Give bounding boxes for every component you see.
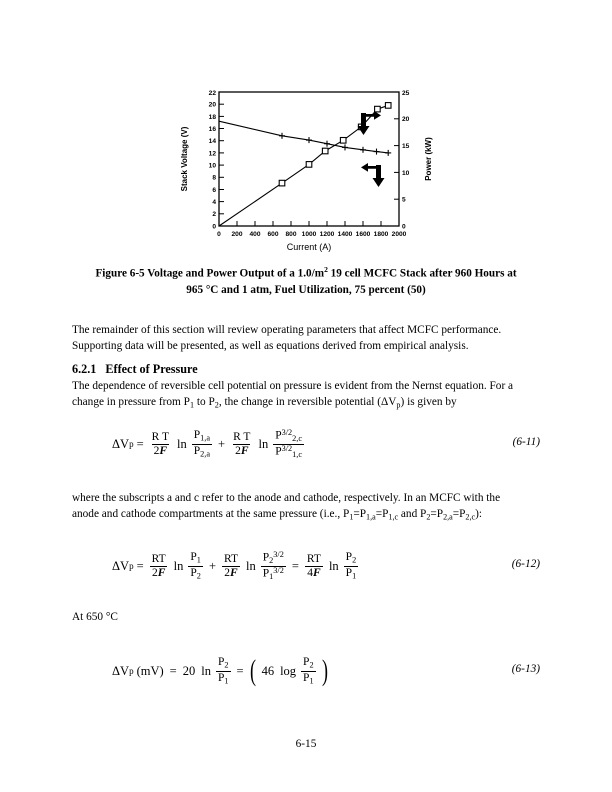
- eq11-t2-ratio-num-sup: 3/2: [281, 427, 293, 437]
- eq12-t3-ratio-den-sub: 1: [352, 570, 357, 580]
- subscript-p2: 2: [214, 400, 219, 410]
- svg-text:1400: 1400: [337, 231, 353, 238]
- eq12-t3-numerator: RT: [306, 553, 321, 566]
- svg-text:600: 600: [267, 231, 279, 238]
- p3-seg-d: and P: [398, 507, 427, 520]
- equation-6-12-row: [72, 546, 540, 586]
- voltage-power-chart: [167, 78, 445, 258]
- eq12-t2-ratio-num: [261, 551, 286, 566]
- svg-text:14: 14: [208, 138, 216, 146]
- eq12-t1-ratio-den-p: P: [190, 566, 197, 579]
- p3-seg-e: =P: [430, 507, 444, 520]
- eq11-t2-faraday: F: [240, 444, 249, 457]
- eq11-t2-ratio-den-sup: 3/2: [281, 443, 293, 453]
- eq13-r1-den: [216, 671, 231, 686]
- y2-axis-title: Power (kW): [424, 137, 433, 181]
- p3-seg-g: ):: [475, 507, 483, 520]
- svg-text:0: 0: [402, 223, 406, 231]
- eq11-t1-ratio-den: [192, 444, 212, 459]
- paragraph-nernst-line2c: , the change in reversible potential (ΔV: [218, 395, 397, 408]
- x-axis-labels: [217, 231, 407, 238]
- svg-text:5: 5: [402, 196, 406, 204]
- eq12-t3-faraday: F: [312, 566, 321, 579]
- p3-seg-b: =P: [353, 507, 367, 520]
- p3-sub-2c: 2,c: [465, 512, 476, 522]
- svg-text:10: 10: [402, 169, 410, 177]
- eq13-unit: (mV): [136, 663, 164, 678]
- eq11-equals: =: [136, 436, 144, 451]
- svg-text:8: 8: [212, 174, 216, 182]
- eq12-t3-ratio-num-sub: 2: [352, 555, 357, 565]
- eq12-t1-den-num: 2: [151, 566, 158, 579]
- eq13-coefficient-1: 20: [182, 663, 196, 678]
- x-axis-title: Current (A): [286, 242, 332, 252]
- svg-text:200: 200: [231, 231, 243, 238]
- eq11-term2-coefficient: [231, 431, 252, 457]
- subscript-vp: p: [396, 400, 401, 410]
- eq12-ln2: ln: [246, 558, 256, 573]
- eq11-ln2: ln: [258, 436, 269, 451]
- eq13-r2-den: [301, 671, 316, 686]
- eq11-t1-faraday: F: [159, 444, 168, 457]
- eq11-plus: +: [218, 436, 226, 451]
- svg-text:6: 6: [212, 186, 216, 194]
- eq12-t1-ratio-num-sub: 1: [196, 555, 201, 565]
- p3-sub-2a: 2,a: [443, 512, 453, 522]
- svg-text:1200: 1200: [319, 231, 335, 238]
- eq12-plus: +: [208, 558, 216, 573]
- eq13-r2-num-sub: 2: [309, 660, 314, 670]
- eq11-term2-ratio: [273, 429, 304, 459]
- p3-sub-2: 2: [426, 512, 431, 522]
- eq11-t2-ratio-den-p: P: [275, 444, 282, 457]
- eq13-lhs: ΔV: [112, 663, 130, 678]
- eq12-t1-faraday: F: [157, 566, 166, 579]
- eq12-t1-denominator: [150, 566, 167, 579]
- eq11-t1-ratio-num: [192, 429, 212, 443]
- eq12-t3-ratio-den-p: P: [345, 566, 353, 579]
- right-axis-labels: [402, 90, 410, 231]
- eq12-term2-ratio: [261, 551, 286, 581]
- svg-text:1800: 1800: [373, 231, 389, 238]
- eq13-ln: ln: [201, 663, 211, 678]
- equation-6-11-number: (6-11): [512, 436, 540, 448]
- eq13-coefficient-2: 46: [261, 663, 275, 678]
- eq12-t1-numerator: RT: [151, 553, 166, 566]
- eq11-t2-den-num: 2: [235, 444, 241, 457]
- caption-superscript: 2: [324, 265, 328, 274]
- eq11-t1-numerator: R T: [151, 431, 170, 444]
- eq11-term1-ratio: [192, 429, 212, 459]
- svg-text:2000: 2000: [391, 231, 407, 238]
- y-axis-title: Stack Voltage (V): [180, 126, 189, 192]
- eq11-ln1: ln: [177, 436, 187, 451]
- eq12-t3-denominator: [305, 566, 322, 579]
- eq11-lhs-sub: p: [129, 439, 134, 449]
- paragraph-subscripts-line1: where the subscripts a and c refer to the anode and cathode, respectively. In an MCFC with the: [72, 492, 501, 504]
- svg-text:16: 16: [208, 125, 216, 133]
- eq13-ratio-2: [301, 656, 316, 686]
- svg-text:18: 18: [208, 113, 216, 121]
- equation-6-13-row: [72, 651, 540, 691]
- plot-frame: [219, 92, 399, 226]
- svg-text:20: 20: [402, 116, 410, 124]
- eq13-r1-num-sub: 2: [224, 660, 229, 670]
- equation-6-13-number: (6-13): [511, 663, 540, 675]
- eq13-r2-den-sub: 1: [309, 675, 314, 685]
- paragraph-nernst-line2d: ) is given by: [400, 395, 457, 408]
- equation-6-12: [112, 546, 361, 586]
- eq12-t2-ratio-den-sub: 1: [269, 571, 274, 581]
- eq11-t2-numerator: R T: [233, 431, 251, 444]
- eq13-equals: =: [169, 663, 177, 678]
- section-title: Effect of Pressure: [105, 362, 198, 376]
- right-axis-ticks: [394, 92, 399, 226]
- voltage-curve-arrow: [361, 163, 385, 187]
- eq12-t1-ratio-den: [188, 566, 203, 581]
- svg-text:0: 0: [212, 223, 216, 231]
- x-axis-ticks: [219, 221, 399, 226]
- paragraph-temperature: At 650 °C: [72, 611, 118, 623]
- eq11-t1-ratio-num-p: P: [193, 429, 201, 442]
- eq13-equals2: =: [236, 663, 244, 678]
- eq13-paren-open: (: [249, 653, 256, 687]
- eq12-lhs-sub: p: [129, 561, 134, 571]
- eq13-r1-num: [216, 656, 231, 670]
- eq12-equals2: =: [291, 558, 299, 573]
- paragraph-nernst-line2b: to P: [194, 395, 215, 408]
- svg-text:0: 0: [217, 231, 221, 238]
- eq12-ln1: ln: [173, 558, 184, 573]
- eq12-t2-ratio-num-p: P: [262, 551, 270, 564]
- eq12-t2-den-num: 2: [224, 566, 231, 579]
- eq13-r1-den-sub: 1: [224, 675, 229, 685]
- p3-seg-f: =P: [452, 507, 466, 520]
- eq12-t2-ratio-num-sub: 2: [269, 555, 274, 565]
- eq12-term1-coefficient: [150, 553, 168, 579]
- eq11-t2-denominator: [233, 444, 250, 457]
- power-curve-arrow: [358, 111, 382, 135]
- eq11-t2-ratio-num-sub: 2,c: [292, 433, 303, 443]
- equation-6-12-number: (6-12): [511, 558, 540, 570]
- eq12-t1-ratio-den-sub: 2: [196, 570, 201, 580]
- eq12-t1-ratio-num-p: P: [190, 551, 197, 564]
- eq12-t2-ratio-den-p: P: [262, 566, 270, 579]
- eq13-r2-den-p: P: [303, 671, 310, 684]
- eq11-term1-coefficient: [150, 431, 171, 457]
- svg-text:400: 400: [249, 231, 261, 238]
- caption-line1-prefix: Figure 6-5 Voltage and Power Output of a 1.0/m: [95, 267, 325, 280]
- eq12-t2-ratio-num-sup: 3/2: [273, 549, 284, 559]
- paragraph-nernst-line1: The dependence of reversible cell potential on pressure is evident from the Nernst equation. For a: [72, 380, 514, 392]
- svg-text:25: 25: [402, 89, 410, 97]
- eq11-t1-ratio-num-sub: 1,a: [200, 433, 211, 443]
- eq11-t2-ratio-num-p: P: [275, 429, 282, 442]
- eq12-t2-ratio-den-sup: 3/2: [273, 565, 284, 575]
- eq13-paren-close: ): [321, 653, 328, 687]
- equation-6-11-row: [72, 424, 540, 464]
- p3-sub-1: 1: [349, 512, 354, 522]
- eq11-lhs: ΔV: [112, 436, 130, 451]
- eq12-ln3: ln: [328, 558, 339, 573]
- svg-text:10: 10: [208, 162, 216, 170]
- eq11-t1-denominator: [152, 444, 169, 457]
- equation-6-13: [112, 651, 331, 691]
- page-footer: 6-15: [295, 738, 317, 750]
- eq11-t2-ratio-den: [273, 444, 304, 460]
- eq12-equals: =: [136, 558, 144, 573]
- eq12-term3-coefficient: [305, 553, 323, 579]
- caption-line1-suffix: 19 cell MCFC Stack after 960 Hours at: [327, 267, 517, 280]
- eq11-t1-ratio-den-p: P: [193, 444, 201, 457]
- svg-text:1600: 1600: [355, 231, 371, 238]
- svg-text:800: 800: [285, 231, 297, 238]
- eq12-t2-numerator: RT: [224, 553, 239, 566]
- eq12-t2-faraday: F: [230, 566, 238, 579]
- paragraph-subscripts-line2a: anode and cathode compartments at the same pressure (i.e., P: [72, 507, 350, 520]
- paragraph-intro-line1: The remainder of this section will review operating parameters that affect MCFC performance.: [72, 324, 502, 336]
- p3-seg-c: =P: [375, 507, 389, 520]
- voltage-series-markers: [279, 133, 391, 156]
- eq13-r1-num-p: P: [217, 656, 225, 669]
- eq13-lhs-sub: p: [129, 666, 134, 676]
- p3-sub-1c: 1,c: [388, 512, 399, 522]
- eq12-lhs: ΔV: [112, 558, 130, 573]
- svg-text:15: 15: [402, 143, 410, 150]
- eq12-t3-ratio-num-p: P: [345, 551, 353, 564]
- figure-6-5: [0, 78, 612, 263]
- left-axis-labels: [209, 90, 217, 231]
- section-heading-621: [72, 362, 540, 377]
- paragraph-nernst: [72, 379, 540, 413]
- svg-text:12: 12: [208, 150, 216, 158]
- eq13-ratio-1: [216, 656, 231, 686]
- eq12-t2-ratio-den: [261, 566, 286, 582]
- eq11-t1-ratio-den-sub: 2,a: [200, 448, 211, 458]
- eq11-t2-ratio-num: [273, 429, 304, 444]
- svg-text:4: 4: [212, 199, 216, 206]
- caption-line2: 965 °C and 1 atm, Fuel Utilization, 75 percent (50): [186, 284, 426, 297]
- eq13-r2-num-p: P: [303, 656, 310, 669]
- section-number: 6.2.1: [72, 362, 97, 376]
- equation-6-11: [112, 424, 307, 464]
- eq13-r1-den-p: P: [217, 671, 225, 684]
- eq12-t2-denominator: [222, 566, 239, 579]
- eq12-term3-ratio: [344, 551, 359, 581]
- paragraph-nernst-line2a: change in pressure from P: [72, 395, 190, 408]
- svg-text:20: 20: [208, 101, 216, 109]
- eq12-t3-den-num: 4: [307, 566, 313, 579]
- eq12-t3-ratio-num: [344, 551, 359, 565]
- paragraph-intro-line2: Supporting data will be presented, as well as equations derived from empirical analysis.: [72, 339, 469, 352]
- figure-caption: [72, 262, 540, 299]
- eq13-r2-num: [301, 656, 316, 670]
- eq12-t3-ratio-den: [344, 566, 359, 581]
- svg-text:1000: 1000: [301, 231, 317, 238]
- paragraph-subscripts: [72, 491, 540, 525]
- eq12-t1-ratio-num: [188, 551, 203, 565]
- eq12-term1-ratio: [188, 551, 203, 581]
- chart-container: [167, 78, 445, 258]
- p3-sub-1a: 1,a: [366, 512, 376, 522]
- svg-text:2: 2: [212, 211, 216, 219]
- eq12-term2-coefficient: [222, 553, 240, 579]
- subscript-p1: 1: [189, 400, 195, 410]
- paragraph-intro: [72, 323, 540, 355]
- left-axis-ticks: [219, 92, 224, 226]
- eq11-t2-ratio-den-sub: 1,c: [292, 449, 303, 459]
- eq13-log: log: [280, 663, 297, 678]
- svg-text:22: 22: [208, 89, 216, 97]
- eq11-t1-den-num: 2: [153, 444, 160, 457]
